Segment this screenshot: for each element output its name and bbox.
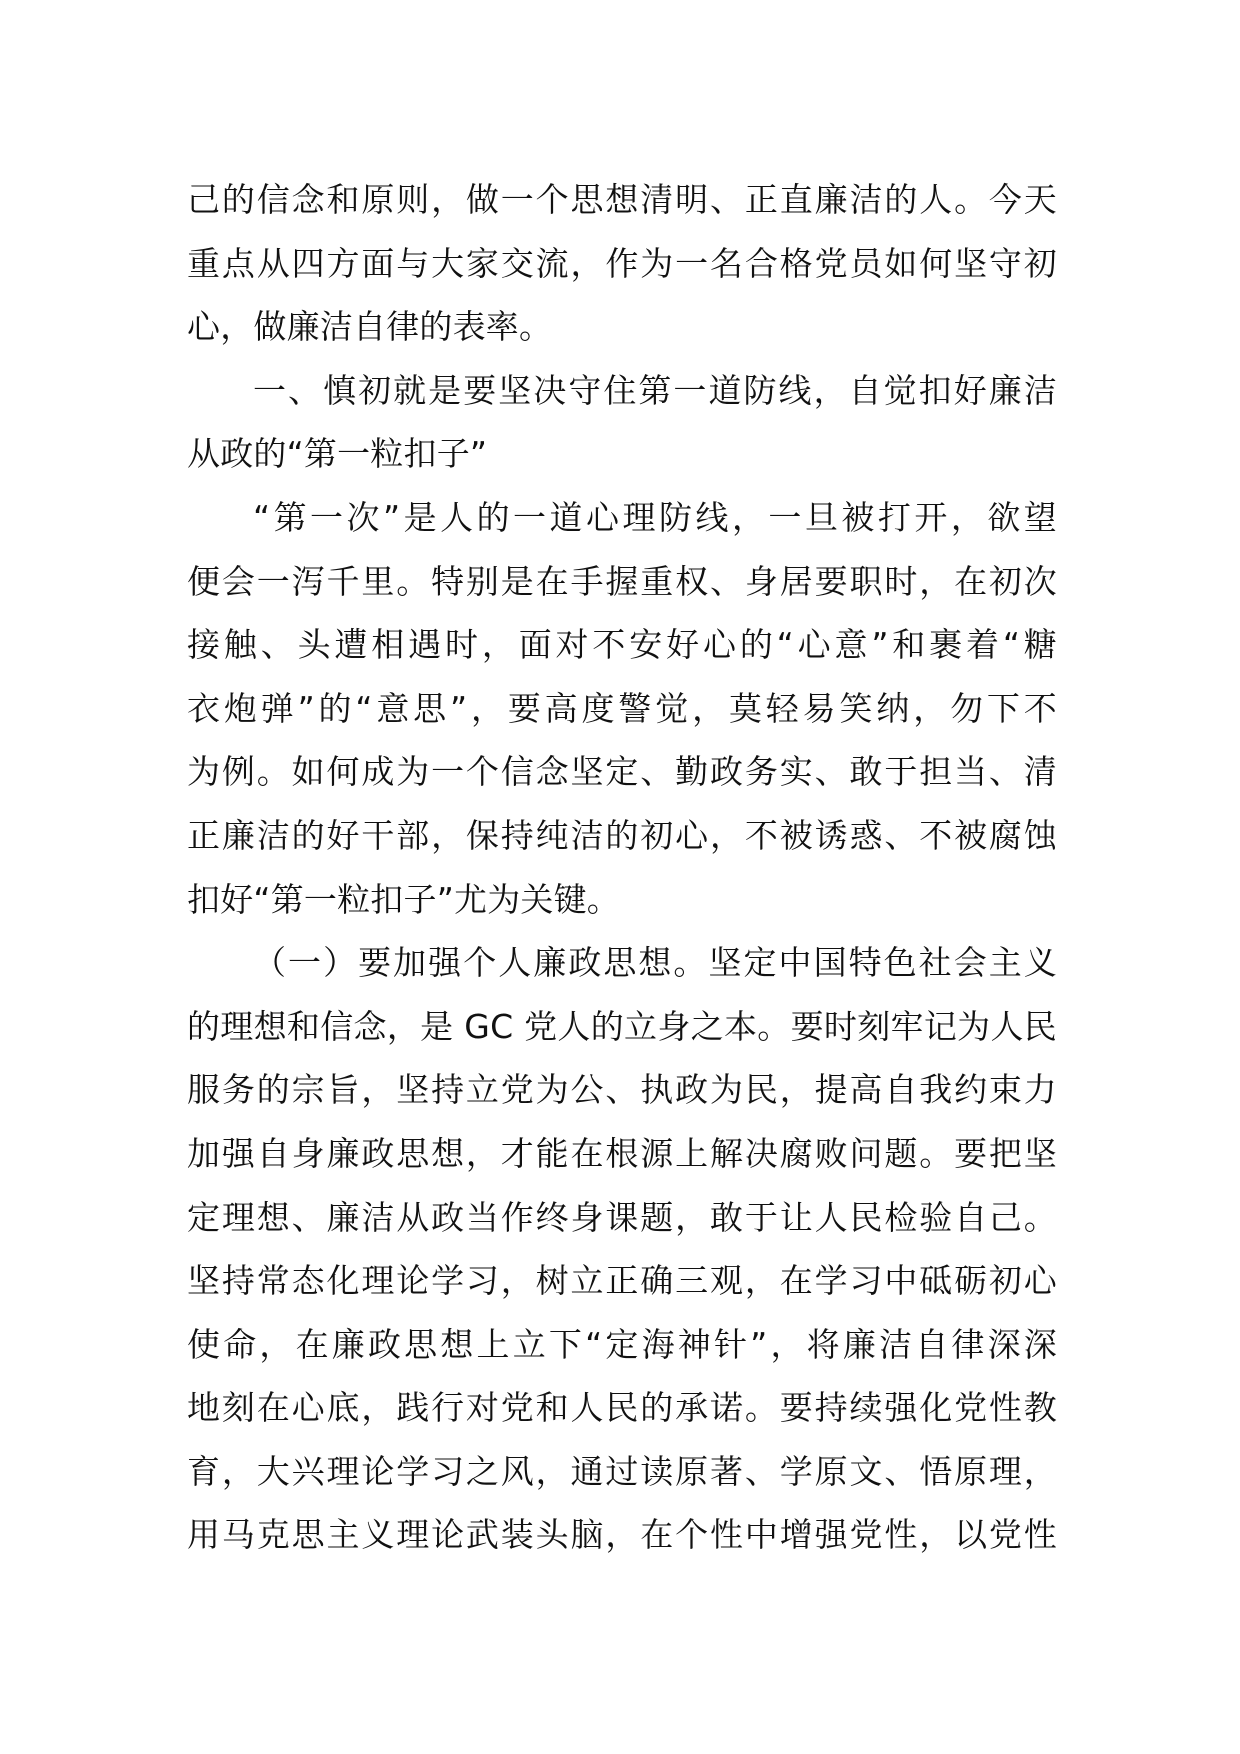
text-line: 接触、头遭相遇时，面对不安好心的“心意”和裹着“糖 (187, 625, 1057, 665)
text-line: 地刻在心底，践行对党和人民的承诺。要持续强化党性教 (187, 1388, 1057, 1428)
section-heading-line: 从政的“第一粒扣子” (187, 434, 488, 474)
text-line: 正廉洁的好干部，保持纯洁的初心，不被诱惑、不被腐蚀 (187, 815, 1057, 855)
text-line: 定理想、廉洁从政当作终身课题，敢于让人民检验自己。 (187, 1197, 1057, 1237)
text-line: 用马克思主义理论武装头脑，在个性中增强党性，以党性 (187, 1515, 1057, 1555)
text-line: 育，大兴理论学习之风，通过读原著、学原文、悟原理， (187, 1451, 1057, 1491)
section-heading-line: 一、慎初就是要坚决守住第一道防线，自觉扣好廉洁 (253, 370, 1057, 410)
text-line: 重点从四方面与大家交流，作为一名合格党员如何坚守初 (187, 243, 1057, 283)
text-line: 扣好“第一粒扣子”尤为关键。 (187, 879, 620, 919)
subsection-heading-line: （一）要加强个人廉政思想。坚定中国特色社会主义 (253, 943, 1057, 983)
text-line: 便会一泻千里。特别是在手握重权、身居要职时，在初次 (187, 561, 1057, 601)
text-line: 使命，在廉政思想上立下“定海神针”，将廉洁自律深深 (187, 1324, 1057, 1364)
text-line: 坚持常态化理论学习，树立正确三观，在学习中砥砺初心 (187, 1261, 1057, 1301)
text-line: 服务的宗旨，坚持立党为公、执政为民，提高自我约束力 (187, 1070, 1057, 1110)
text-line: 为例。如何成为一个信念坚定、勤政务实、敢于担当、清 (187, 752, 1057, 792)
text-line: 心，做廉洁自律的表率。 (187, 307, 553, 347)
text-line: 衣炮弹”的“意思”，要高度警觉，莫轻易笑纳，勿下不 (187, 688, 1057, 728)
text-line: 加强自身廉政思想，才能在根源上解决腐败问题。要把坚 (187, 1133, 1057, 1173)
text-line: 的理想和信念，是 GC 党人的立身之本。要时刻牢记为人民 (187, 1006, 1057, 1046)
body-text (187, 168, 1057, 1567)
text-line: “第一次”是人的一道心理防线，一旦被打开，欲望 (253, 497, 1057, 537)
text-line: 己的信念和原则，做一个思想清明、正直廉洁的人。今天 (187, 180, 1057, 219)
